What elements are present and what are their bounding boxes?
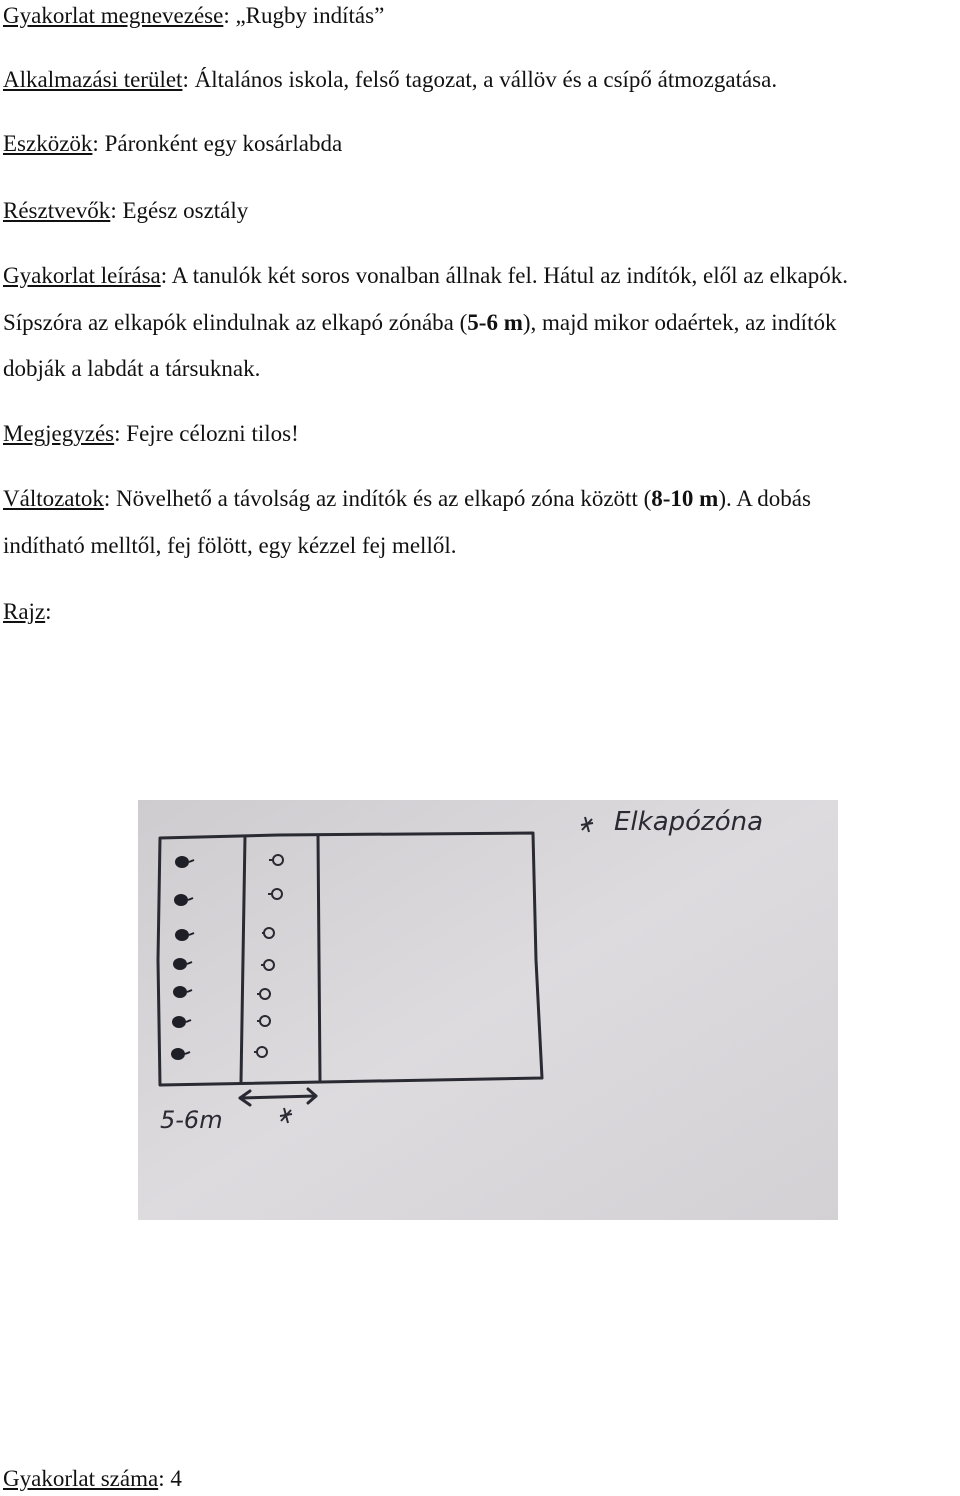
note: Megjegyzés: Fejre célozni tilos! [3,421,299,446]
description-text-2c: ), majd mikor odaértek, az indítók [522,310,837,335]
participants-label: Résztvevők [3,198,111,223]
description-text-1: A tanulók két soros vonalban állnak fel. Hátul az indítók, elől az elkapók. [171,263,849,288]
exercise-name: Gyakorlat megnevezése: „Rugby indítás” [3,3,385,28]
field-sketch-photo [138,800,838,1220]
description-text-2a: Sípszóra az elkapók elindulnak az elkapó zónába ( [3,310,468,335]
variants-line-1: Változatok: Növelhető a távolság az indítók és az elkapó zóna között (8-10 m). A dobás [3,486,811,511]
description-text-3: dobják a labdát a társuknak. [3,356,261,381]
description-label: Gyakorlat leírása [3,263,161,288]
participants: Résztvevők: Egész osztály [3,198,249,223]
variants-label: Változatok [3,486,104,511]
tools-value: Páronként egy kosárlabda [104,131,343,156]
variants-text-1a: Növelhető a távolság az indítók és az elkapó zóna között ( [116,486,652,511]
note-value: Fejre célozni tilos! [126,421,299,446]
tools: Eszközök: Páronként egy kosárlabda [3,131,343,156]
exercise-name-label: Gyakorlat megnevezése [3,3,224,28]
starter-player [174,894,188,906]
application-area-value: Általános iskola, felső tagozat, a vállöv és a csípő átmozgatása. [194,67,778,92]
exercise-number: Gyakorlat száma: 4 [3,1466,182,1491]
starter-player [171,1048,185,1060]
drawing-heading: Rajz: [3,599,52,624]
tools-label: Eszközök [3,131,93,156]
distance-arrow [240,1096,316,1098]
description-line-2 [3,309,836,337]
starter-player [175,856,189,868]
variants-line-2 [3,532,456,560]
note-label: Megjegyzés [3,421,115,446]
variants-distance: 8-10 m [651,486,719,511]
description-line-3 [3,355,260,383]
participants-value: Egész osztály [122,198,249,223]
starter-player [172,1016,186,1028]
catch-zone-line [318,835,320,1080]
exercise-number-value: 4 [170,1466,182,1491]
starter-player [173,986,187,998]
zone-label: Elkapózóna [614,807,764,837]
exercise-number-label: Gyakorlat száma [3,1466,159,1491]
starter-player [175,929,189,941]
application-area: Alkalmazási terület: Általános iskola, felső tagozat, a vállöv és a csípő átmozgatása. [3,67,778,92]
exercise-name-value: „Rugby indítás” [235,3,385,28]
description-distance: 5-6 m [467,310,523,335]
starter-player [173,958,187,970]
drawing-label: Rajz [3,599,46,624]
distance-label: 5-6m [160,1106,223,1134]
variants-text-2: indítható melltől, fej fölött, egy kézzel fej mellől. [3,533,457,558]
variants-text-1c: ). A dobás [718,486,811,511]
application-area-label: Alkalmazási terület [3,67,183,92]
description-line-1: Gyakorlat leírása: A tanulók két soros vonalban állnak fel. Hátul az indítók, elől az elkapók. [3,263,849,288]
